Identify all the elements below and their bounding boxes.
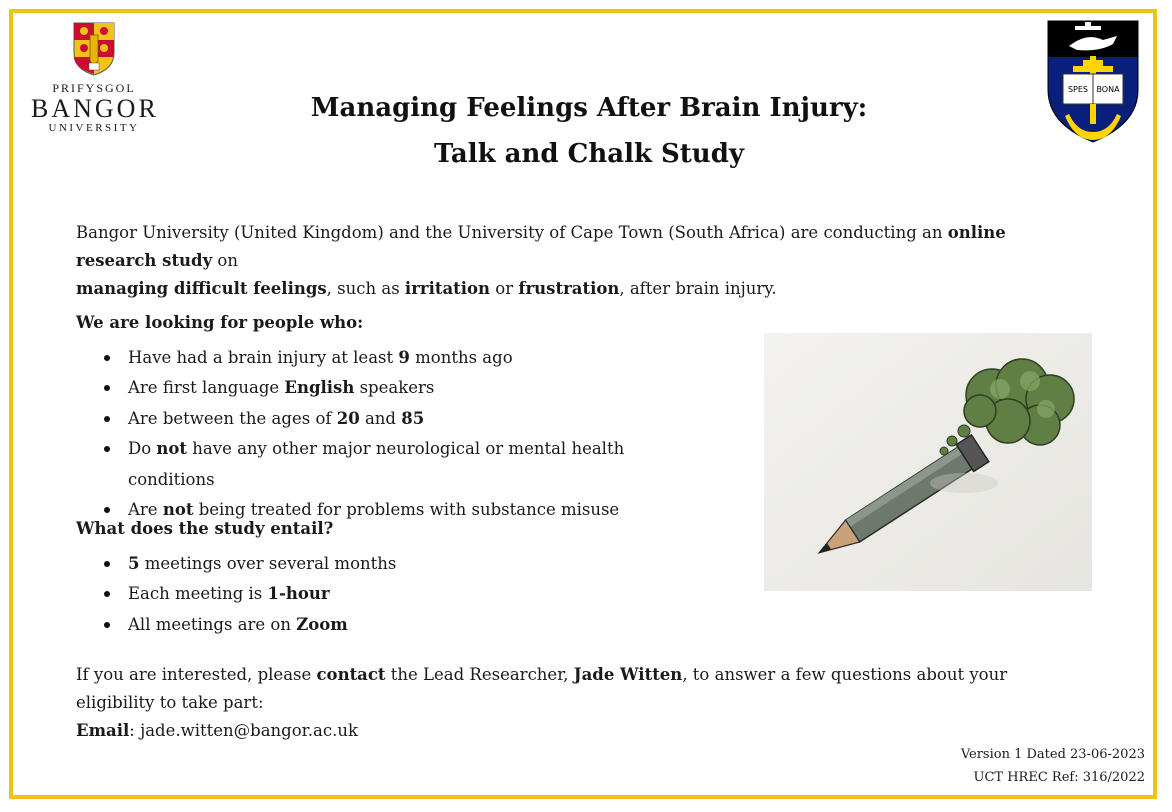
study-details-list (76, 549, 716, 640)
list-item: Have had a brain injury at least 9 months ago (76, 343, 716, 373)
list-item: Are between the ages of 20 and 85 (76, 404, 716, 434)
list-item: Each meeting is 1-hour (76, 579, 716, 609)
contact-paragraph: If you are interested, please contact the Lead Researcher, Jade Witten, to answer a few questions about your eligibility to take part: Email: jade.witten@bangor.ac.uk (76, 665, 1008, 740)
looking-for-heading: We are looking for people who: (76, 313, 364, 332)
title-line2: Talk and Chalk Study (434, 139, 744, 169)
uct-crest-icon (1047, 20, 1139, 144)
list-item: Are first language English speakers (76, 373, 716, 403)
entail-heading: What does the study entail? (76, 519, 334, 538)
email-label: Email (76, 721, 130, 740)
uct-book-right-text: BONA (1096, 85, 1120, 94)
page-title (233, 85, 945, 177)
bangor-logo-line3: UNIVERSITY (48, 122, 140, 134)
bangor-logo-line2: BANGOR (31, 94, 159, 123)
main-content (76, 219, 1086, 740)
version-text: Version 1 Dated 23-06-2023 (960, 747, 1145, 762)
intro-paragraph: Bangor University (United Kingdom) and the University of Cape Town (South Africa) are conducting an online research study on managing difficult feelings, such as irritation or frustration, after brain injury. (76, 223, 1006, 298)
list-item: Do not have any other major neurological or mental health conditions (76, 434, 716, 495)
uct-book-left-text: SPES (1067, 85, 1089, 94)
list-item: 5 meetings over several months (76, 549, 716, 579)
email-address[interactable]: jade.witten@bangor.ac.uk (140, 721, 358, 740)
bangor-logo-line1: PRIFYSGOL (52, 81, 136, 95)
pencil-thought-bubble-illustration (764, 333, 1092, 591)
ethics-ref-text: UCT HREC Ref: 316/2022 (973, 770, 1145, 785)
bangor-university-logo (31, 21, 157, 134)
footer (961, 743, 1145, 789)
bangor-crest-icon (72, 21, 116, 77)
title-line1: Managing Feelings After Brain Injury: (310, 93, 868, 123)
flyer-page (9, 9, 1157, 799)
list-item: Are not being treated for problems with substance misuse (76, 495, 716, 525)
eligibility-list (76, 343, 716, 525)
list-item: All meetings are on Zoom (76, 610, 716, 640)
